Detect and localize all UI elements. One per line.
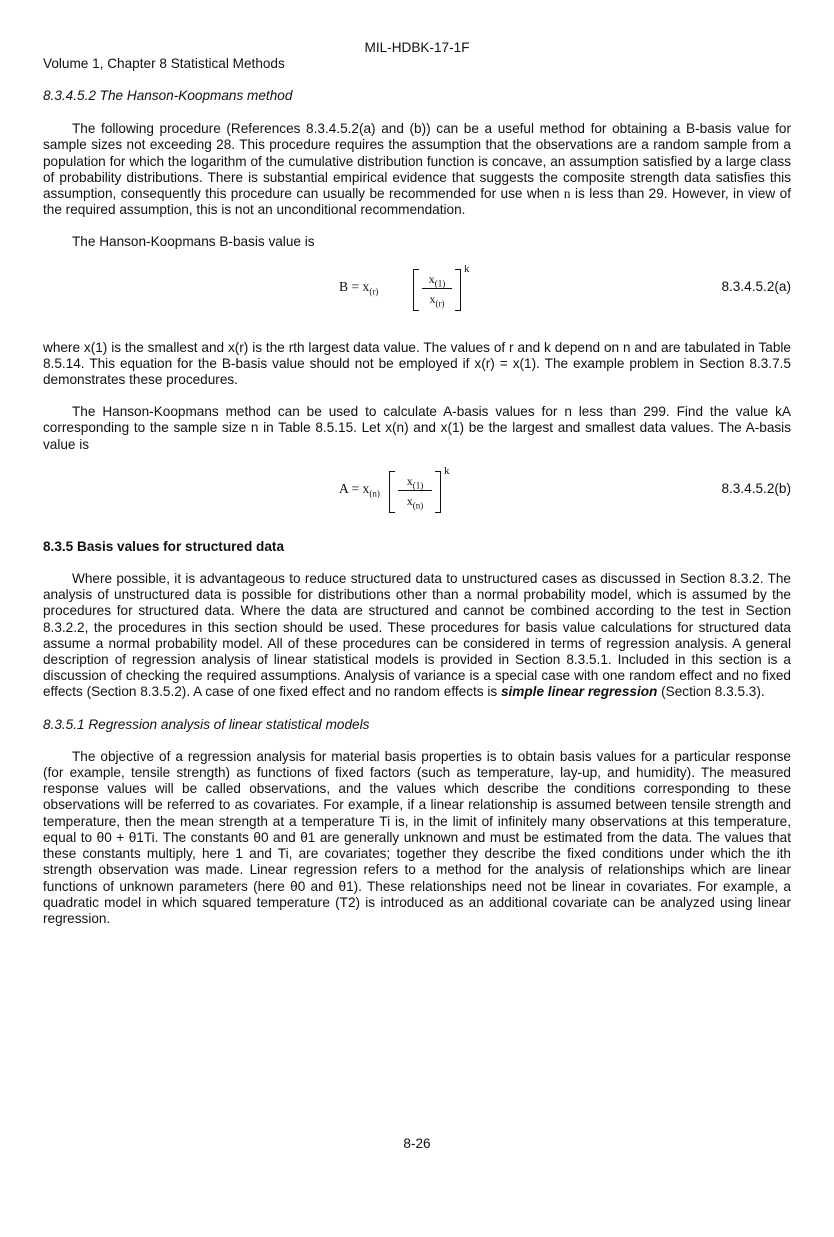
paragraph-hk-b-basis: The Hanson-Koopmans B-basis value is (72, 234, 315, 250)
equation-a-lhs: $B = x_{(r)}$ (339, 278, 379, 297)
document-id: MIL-HDBK-17-1F (364, 40, 470, 55)
paragraph-structured-data: Where possible, it is advantageous to reduce structured data to unstructured cases as discussed in Section 8.3.2. The analysis of unstructured data is possible for distributions other than a normal probability model, which is assumed by the procedures for structured data. Where the data are structured and cannot be combined according to the test in Section 8.3.2.2, the procedures in this section should be used. These procedures for basis value calculations for structured data assume a normal probability model. All of these procedures can be considered in terms of regression analysis. A general description of regression analysis of linear statistical models is provided in Section 8.3.5.1. Included in this section is a discussion of checking the required assumptions. Analysis of variance is a special case with one random effect and no fixed effects (Section 8.3.5.2). A case of one fixed effect and no random effects is simple linear regression (Section 8.3.5.3). (43, 571, 791, 700)
volume-chapter: Volume 1, Chapter 8 Statistical Methods (43, 56, 285, 71)
equation-a-basis (43, 464, 791, 533)
heading-8-3-5: 8.3.5 Basis values for structured data (43, 538, 285, 554)
equation-b-exponent: k (444, 464, 450, 477)
paragraph-regression: The objective of a regression analysis for material basis properties is to obtain basis values for a particular response (for example, tensile strength) as functions of fixed factors (such as temperature, lay-up, and humidity). The measured response values will be called observations, and the values which describe the conditions corresponding to these observations will be referred to as covariates. For example, if a linear relationship is assumed between tensile strength and temperature, then the mean strength at a temperature Ti is, in the limit of infinitely many observations at this temperature, equal to θ0 + θ1Ti. The constants θ0 and θ1 are generally unknown and must be estimated from the data. The values that these constants multiply, here 1 and Ti, are covariates; together they describe the fixed conditions under which the ith strength observation was made. Linear regression refers to a method for the analysis of relationships which are linear functions of unknown parameters (here θ0 and θ1). These relationships need not be linear in covariates. For example, a quadratic model in which squared temperature (T2) is introduced as an additional covariate can be analyzed using linear regression. (43, 748, 791, 926)
equation-b-basis (43, 262, 791, 331)
equation-a-exponent: k (464, 262, 470, 275)
equation-a-label: 8.3.4.5.2(a) (721, 278, 791, 294)
equation-b-lhs: $A = x_{(n)}$ (339, 480, 380, 499)
equation-b-label: 8.3.4.5.2(b) (721, 480, 791, 496)
paragraph-hk-where: where x(1) is the smallest and x(r) is the rth largest data value. The values of r and k depend on n and are tabulated in Table 8.5.14. This equation for the B-basis value should not be employed if x(r) = x(1). The example problem in Section 8.3.7.5 demonstrates these procedures. (43, 339, 791, 388)
heading-8-3-4-5-2: 8.3.4.5.2 The Hanson-Koopmans method (43, 88, 293, 103)
equation-b-fraction: $x_{(1)}$ $x_{(n)}$ (389, 471, 441, 513)
heading-8-3-5-1: 8.3.5.1 Regression analysis of linear statistical models (43, 716, 370, 732)
paragraph-hk-a-basis: The Hanson-Koopmans method can be used to calculate A-basis values for n less than 299. Find the value kA corresponding to the sample size n in Table 8.5.15. Let x(n) and x(1) be the largest and smallest data values. The A-basis value is (43, 404, 791, 452)
document-page (43, 40, 791, 1151)
equation-a-fraction: $x_{(1)}$ $x_{(r)}$ (413, 269, 461, 311)
page-number: 8-26 (403, 1136, 431, 1151)
paragraph-hk-intro: The following procedure (References 8.3.4.5.2(a) and (b)) can be a useful method for obtaining a B-basis value for sample sizes not exceeding 28. This procedure requires the assumption that the observations are a random sample from a population for which the logarithm of the cumulative distribution function is concave, an assumption satisfied by a large class of probability distributions. There is substantial empirical evidence that suggests the composite strength data satisfies this assumption, consequently this procedure can usually be recommended for use when n is less than 29. However, in view of the required assumption, this is not an unconditional recommendation. (43, 121, 791, 218)
